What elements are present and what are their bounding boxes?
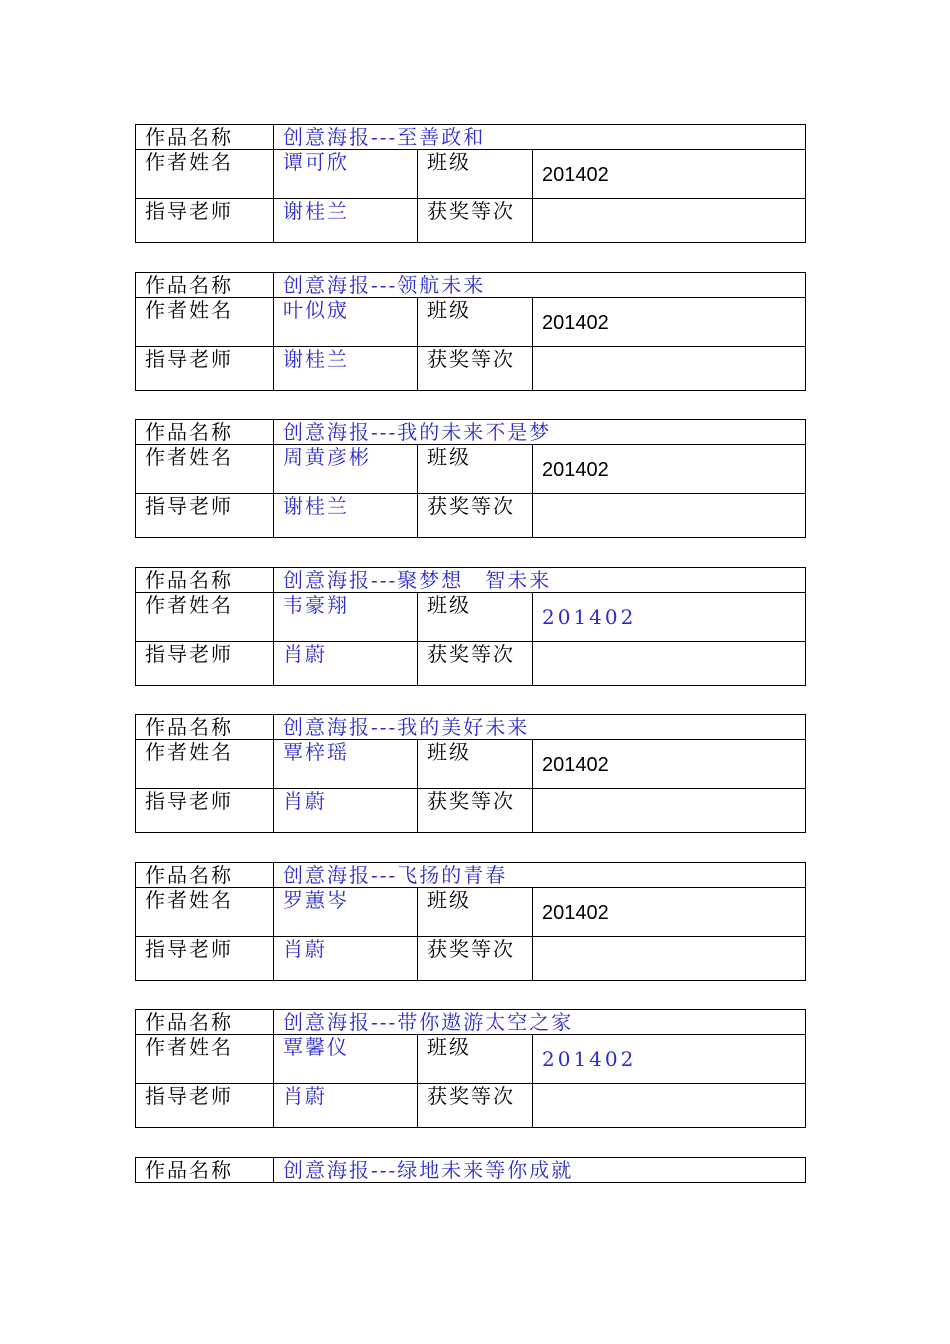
entry-table [135, 567, 806, 686]
teacher-value: 肖蔚 [274, 937, 418, 981]
award-label: 获奖等次 [418, 642, 533, 686]
work-name-value: 创意海报---飞扬的青春 [274, 863, 806, 888]
class-value: 201402 [542, 901, 609, 924]
work-name-label: 作品名称 [136, 568, 274, 593]
author-name-label: 作者姓名 [136, 740, 274, 789]
author-name-value: 覃梓瑶 [274, 740, 418, 789]
work-name-value: 创意海报---带你遨游太空之家 [274, 1010, 806, 1035]
entry-table [135, 419, 806, 538]
award-value [533, 347, 806, 391]
award-value [533, 642, 806, 686]
teacher-label: 指导老师 [136, 199, 274, 243]
entry-table [135, 272, 806, 391]
award-value [533, 937, 806, 981]
work-name-label: 作品名称 [136, 273, 274, 298]
entry-table [135, 124, 806, 243]
class-label: 班级 [418, 445, 533, 494]
class-value: 201402 [542, 605, 637, 629]
author-name-value: 覃馨仪 [274, 1035, 418, 1084]
class-label: 班级 [418, 740, 533, 789]
work-name-value: 创意海报---我的未来不是梦 [274, 420, 806, 445]
author-name-label: 作者姓名 [136, 593, 274, 642]
class-label: 班级 [418, 888, 533, 937]
award-label: 获奖等次 [418, 1084, 533, 1128]
teacher-label: 指导老师 [136, 494, 274, 538]
class-value: 201402 [542, 311, 609, 334]
class-value: 201402 [542, 1047, 637, 1071]
author-name-value: 韦豪翔 [274, 593, 418, 642]
author-name-label: 作者姓名 [136, 445, 274, 494]
work-name-value: 创意海报---领航未来 [274, 273, 806, 298]
teacher-label: 指导老师 [136, 1084, 274, 1128]
class-value: 201402 [542, 458, 609, 481]
award-value [533, 494, 806, 538]
author-name-value: 谭可欣 [274, 150, 418, 199]
award-label: 获奖等次 [418, 494, 533, 538]
author-name-value: 罗蕙岑 [274, 888, 418, 937]
work-name-label: 作品名称 [136, 1010, 274, 1035]
award-value [533, 199, 806, 243]
work-name-value: 创意海报---至善政和 [274, 125, 806, 150]
entry-table [135, 862, 806, 981]
award-label: 获奖等次 [418, 937, 533, 981]
class-label: 班级 [418, 150, 533, 199]
teacher-value: 谢桂兰 [274, 199, 418, 243]
work-name-label: 作品名称 [136, 863, 274, 888]
author-name-label: 作者姓名 [136, 150, 274, 199]
teacher-label: 指导老师 [136, 642, 274, 686]
award-label: 获奖等次 [418, 789, 533, 833]
award-label: 获奖等次 [418, 199, 533, 243]
class-label: 班级 [418, 298, 533, 347]
entry-table [135, 1157, 806, 1183]
entry-table [135, 1009, 806, 1128]
class-value: 201402 [542, 753, 609, 776]
author-name-label: 作者姓名 [136, 1035, 274, 1084]
award-label: 获奖等次 [418, 347, 533, 391]
work-name-value: 创意海报---聚梦想 智未来 [274, 568, 806, 593]
class-label: 班级 [418, 593, 533, 642]
entry-table [135, 714, 806, 833]
class-label: 班级 [418, 1035, 533, 1084]
work-name-label: 作品名称 [136, 420, 274, 445]
teacher-value: 谢桂兰 [274, 347, 418, 391]
teacher-value: 谢桂兰 [274, 494, 418, 538]
teacher-value: 肖蔚 [274, 642, 418, 686]
work-name-label: 作品名称 [136, 125, 274, 150]
work-name-value: 创意海报---我的美好未来 [274, 715, 806, 740]
teacher-label: 指导老师 [136, 347, 274, 391]
work-name-label: 作品名称 [136, 1158, 274, 1183]
teacher-label: 指导老师 [136, 937, 274, 981]
author-name-value: 叶似宬 [274, 298, 418, 347]
author-name-label: 作者姓名 [136, 298, 274, 347]
award-value [533, 789, 806, 833]
work-name-label: 作品名称 [136, 715, 274, 740]
author-name-label: 作者姓名 [136, 888, 274, 937]
teacher-value: 肖蔚 [274, 789, 418, 833]
award-value [533, 1084, 806, 1128]
teacher-value: 肖蔚 [274, 1084, 418, 1128]
class-value: 201402 [542, 163, 609, 186]
work-name-value: 创意海报---绿地未来等你成就 [274, 1158, 806, 1183]
teacher-label: 指导老师 [136, 789, 274, 833]
author-name-value: 周黄彦彬 [274, 445, 418, 494]
